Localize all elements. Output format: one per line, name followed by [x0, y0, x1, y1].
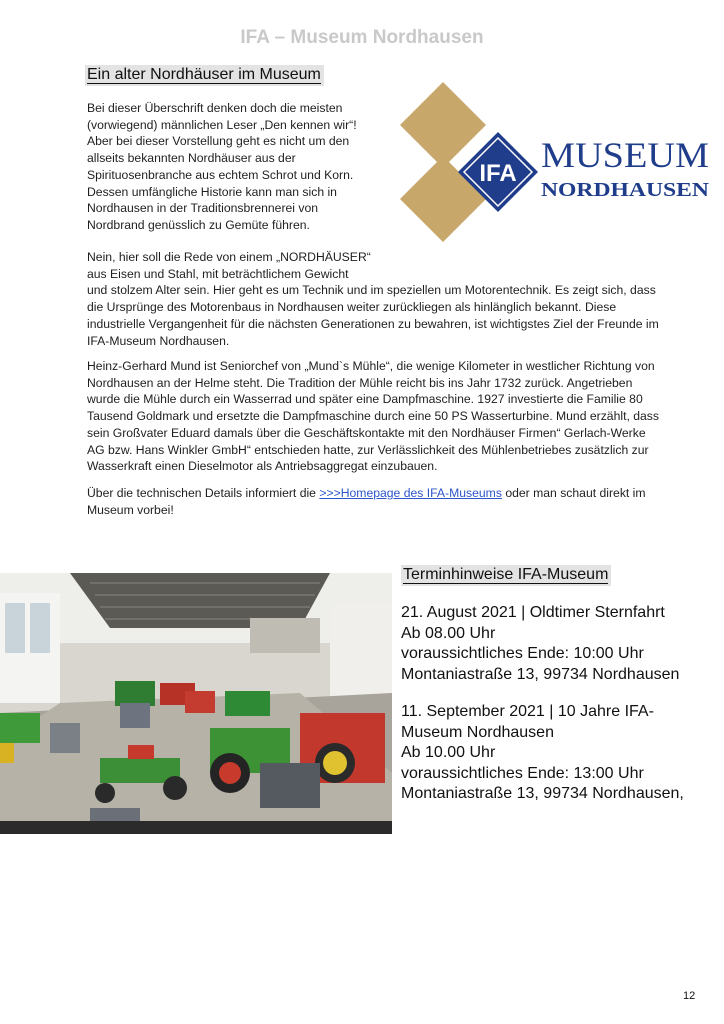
- paragraph-line: Wasserkraft einen Dieselmotor als Antriebsaggregat einzubauen.: [87, 459, 438, 474]
- paragraph-line: AG bzw. Hans Winkler GmbH“ entschieden hatte, zur Verlässlichkeit des Mühlenbetriebes zusätzlich zur: [87, 442, 649, 457]
- paragraph-line: Tausend Goldmark und ersetzte die Dampfmaschine durch eine 50 PS Wasserturbine. Mund erzählt, dass: [87, 409, 659, 424]
- article-paragraph-4: [87, 485, 699, 518]
- museum-homepage-link[interactable]: >>>Homepage des IFA-Museums: [319, 486, 502, 500]
- intro-line: Aber bei dieser Vorstellung geht es nicht um den: [87, 134, 350, 149]
- event-start-time: Ab 10.00 Uhr: [401, 744, 496, 761]
- events-title-text: Terminhinweise IFA-Museum: [403, 566, 609, 583]
- event-start-time: Ab 08.00 Uhr: [401, 624, 496, 642]
- paragraph-line: IFA-Museum Nordhausen.: [87, 333, 230, 348]
- page-header: IFA – Museum Nordhausen: [240, 27, 484, 48]
- events-section: [401, 565, 711, 805]
- paragraph-line: Nordhausen an der Helme steht. Die Tradition der Mühle reicht bis ins Jahr 1732 zurück. Angetrieben: [87, 375, 633, 390]
- logo-line2: NORDHAUSEN: [541, 179, 710, 201]
- event-date: 11. September 2021 | 10 Jahre IFA-: [401, 703, 654, 720]
- event-end-time: voraussichtliches Ende: 10:00 Uhr: [401, 645, 644, 662]
- intro-line: Nordhausen in der Traditionsbrennerei von: [87, 201, 319, 216]
- paragraph-line: Nein, hier soll die Rede von einem „NORDHÄUSER“: [87, 250, 371, 264]
- intro-line: allseits bekannten Nordhäuser aus der: [87, 151, 296, 166]
- event-item: [401, 603, 711, 685]
- paragraph-line: Heinz-Gerhard Mund ist Seniorchef von „Mund`s Mühle“, die wenige Kilometer in westlicher Richtung von: [87, 359, 655, 373]
- article-intro: [87, 100, 387, 234]
- article-title: [85, 65, 324, 86]
- paragraph-line: industrielle Vergangenheit für die nächsten Generationen zu bewahren, ist wichtigstes Ziel der Freunde im: [87, 316, 659, 331]
- logo-line1: MUSEUM: [541, 135, 709, 175]
- museum-hall-photo: [0, 573, 392, 834]
- logo-badge-text: IFA: [479, 160, 517, 187]
- article-paragraph-2: [87, 249, 699, 349]
- event-address: Montaniastraße 13, 99734 Nordhausen: [401, 665, 680, 683]
- paragraph-line: und stolzem Alter sein. Hier geht es um Technik und im speziellen um Motorentechnik. Es zeigt sich, dass: [87, 283, 656, 298]
- event-end-time: voraussichtliches Ende: 13:00 Uhr: [401, 764, 644, 782]
- intro-line: (vorwiegend) männlichen Leser „Den kennen wir“!: [87, 117, 357, 132]
- paragraph-line: die Ursprünge des Motorenbaus in Nordhausen weiter zurückliegen als hinlänglich bekannt. Diese: [87, 300, 617, 315]
- article-title-text: Ein alter Nordhäuser im Museum: [87, 66, 321, 83]
- intro-line: Dessen umfängliche Historie kann man sich in: [87, 184, 337, 199]
- paragraph-line: wurde die Mühle durch ein Wasserrad und später eine Dampfmaschine. 1927 investierte die Familie 80: [87, 392, 643, 407]
- paragraph-text: oder man schaut direkt im: [501, 486, 646, 500]
- paragraph-line: sein Großvater Eduard damals über die Geschäftskontakte mit den Nordhäuser Firmen“ Gerlach-Werke: [87, 425, 646, 440]
- events-title: [401, 565, 611, 586]
- paragraph-line: aus Eisen und Stahl, mit beträchtlichem Gewicht: [87, 266, 349, 281]
- article-paragraph-3: [87, 358, 699, 475]
- paragraph-text: Über die technischen Details informiert die: [87, 486, 320, 500]
- museum-logo: [400, 82, 715, 242]
- intro-line: Spirituosenbranche aus echtem Schrot und Korn.: [87, 167, 354, 182]
- intro-line: Nordbrand genüsslich zu Gemüte führen.: [87, 217, 310, 232]
- paragraph-line: [87, 485, 699, 502]
- paragraph-line: Museum vorbei!: [87, 502, 174, 517]
- intro-line: Bei dieser Überschrift denken doch die meisten: [87, 101, 343, 115]
- event-address: Montaniastraße 13, 99734 Nordhausen,: [401, 785, 684, 802]
- page-number: 12: [683, 990, 696, 1002]
- event-date: 21. August 2021 | Oldtimer Sternfahrt: [401, 604, 665, 621]
- event-item: [401, 702, 711, 805]
- event-date: Museum Nordhausen: [401, 723, 554, 741]
- logo-gold-diamond-top: [400, 82, 486, 168]
